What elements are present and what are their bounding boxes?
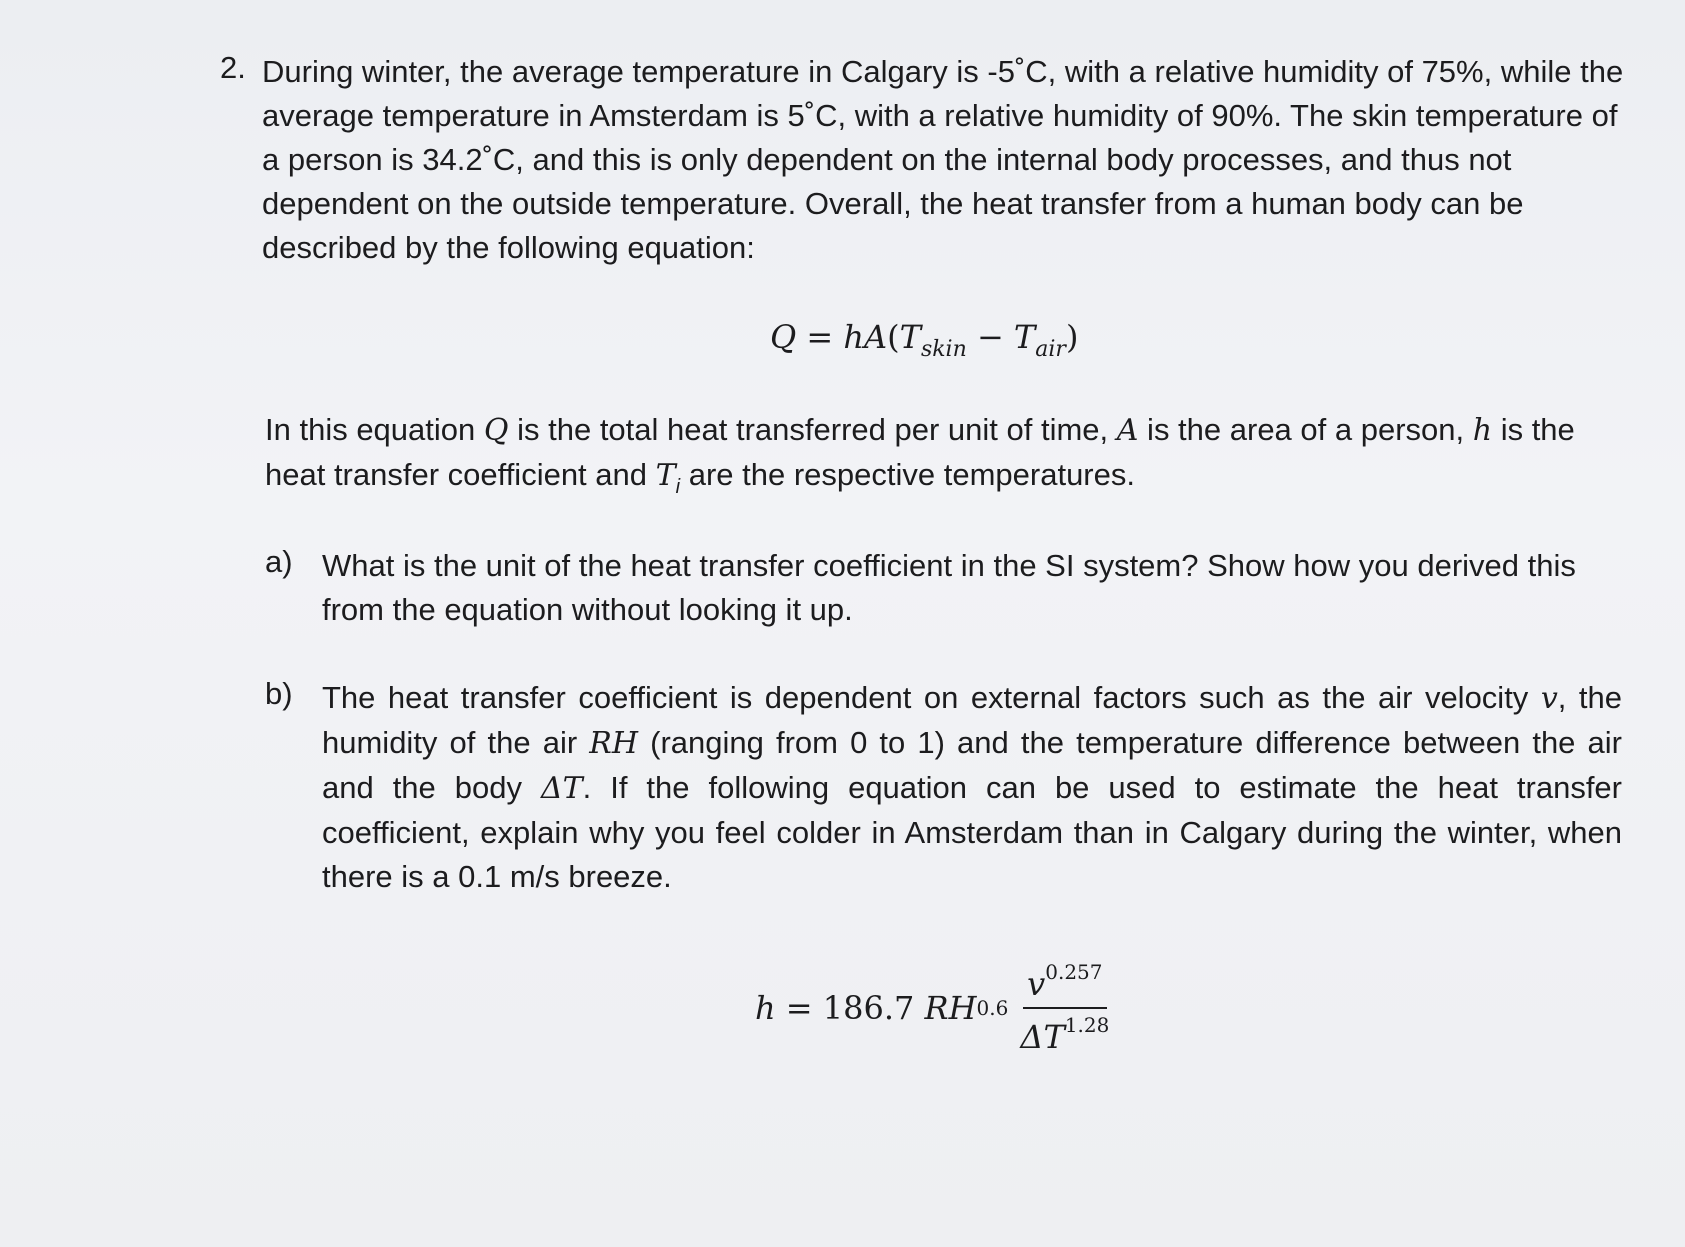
explanation-text-2: is the total heat transferred per unit of time, xyxy=(508,412,1117,447)
eq1-T-skin: T xyxy=(899,318,921,356)
explanation-Q: Q xyxy=(483,413,509,448)
equation-explanation xyxy=(265,408,1610,509)
part-b-RH: RH xyxy=(589,726,639,761)
explanation-h: h xyxy=(1472,413,1493,448)
heat-transfer-equation xyxy=(770,318,1078,362)
eq1-air-subscript: air xyxy=(1035,337,1066,362)
part-b-text-2: , the humidity of the air xyxy=(322,680,1622,760)
eq2-h: h xyxy=(755,989,776,1027)
explanation-T-subscript: i xyxy=(675,476,681,498)
eq2-denominator xyxy=(1016,1009,1113,1056)
eq2-numerator xyxy=(1023,960,1106,1009)
eq2-equals: = xyxy=(785,989,813,1027)
part-b-text xyxy=(322,676,1622,899)
eq2-v-exponent: 0.257 xyxy=(1045,960,1103,984)
eq1-A: A xyxy=(864,318,888,356)
part-b-text-1: The heat transfer coefficient is dependent on external factors such as the air velocity xyxy=(322,680,1541,715)
explanation-text-5: are the respective temperatures. xyxy=(680,457,1135,492)
eq1-h: h xyxy=(843,318,864,356)
part-b-label: b) xyxy=(265,676,293,711)
explanation-text-4: is the heat transfer coefficient and xyxy=(265,412,1575,492)
eq1-skin-subscript: skin xyxy=(920,337,967,362)
eq1-minus: − xyxy=(976,318,1004,356)
eq1-T-air: T xyxy=(1013,318,1036,356)
eq1-equals: = xyxy=(806,318,834,356)
question-number: 2. xyxy=(220,50,246,85)
question-intro: During winter, the average temperature in Calgary is -5˚C, with a relative humidity of 75%, while the average temperature in Amsterdam is 5˚C, with a relative humidity of 90%. The skin temperature of a person is 34.2˚C, and this is only dependent on the internal body processes, and thus not dependent on the outside temperature. Overall, the heat transfer from a human body can be described by the following equation: xyxy=(262,54,1624,265)
part-b-text-3: (ranging from 0 to 1) and the temperature difference between the air and the body xyxy=(322,725,1622,805)
explanation-A: A xyxy=(1116,413,1139,448)
eq2-deltaT: ΔT xyxy=(1020,1018,1065,1056)
eq2-RH: RH xyxy=(924,989,977,1027)
eq2-fraction xyxy=(1016,960,1113,1056)
eq2-RH-exponent: 0.6 xyxy=(976,996,1009,1020)
part-a-label: a) xyxy=(265,544,293,579)
eq1-Q: Q xyxy=(770,318,797,356)
eq2-coefficient: 186.7 xyxy=(822,989,915,1027)
part-b-deltaT: ΔT xyxy=(540,771,583,806)
eq1-open-paren: ( xyxy=(887,318,900,356)
heat-coefficient-equation xyxy=(755,960,1113,1056)
explanation-T: T xyxy=(655,458,676,493)
explanation-text-1: In this equation xyxy=(265,412,484,447)
part-a-text: What is the unit of the heat transfer coefficient in the SI system? Show how you derived this from the equation without looking it up. xyxy=(322,548,1576,627)
part-b-v: v xyxy=(1540,681,1558,716)
explanation-text-3: is the area of a person, xyxy=(1138,412,1473,447)
eq2-v: v xyxy=(1027,965,1046,1003)
eq1-close-paren: ) xyxy=(1065,318,1079,356)
part-b-text-4: . If the following equation can be used to estimate the heat transfer coefficient, explain why you feel colder in Amsterdam than in Calgary during the winter, when there is a 0.1 m/s breeze. xyxy=(322,770,1622,894)
eq2-deltaT-exponent: 1.28 xyxy=(1064,1013,1110,1037)
